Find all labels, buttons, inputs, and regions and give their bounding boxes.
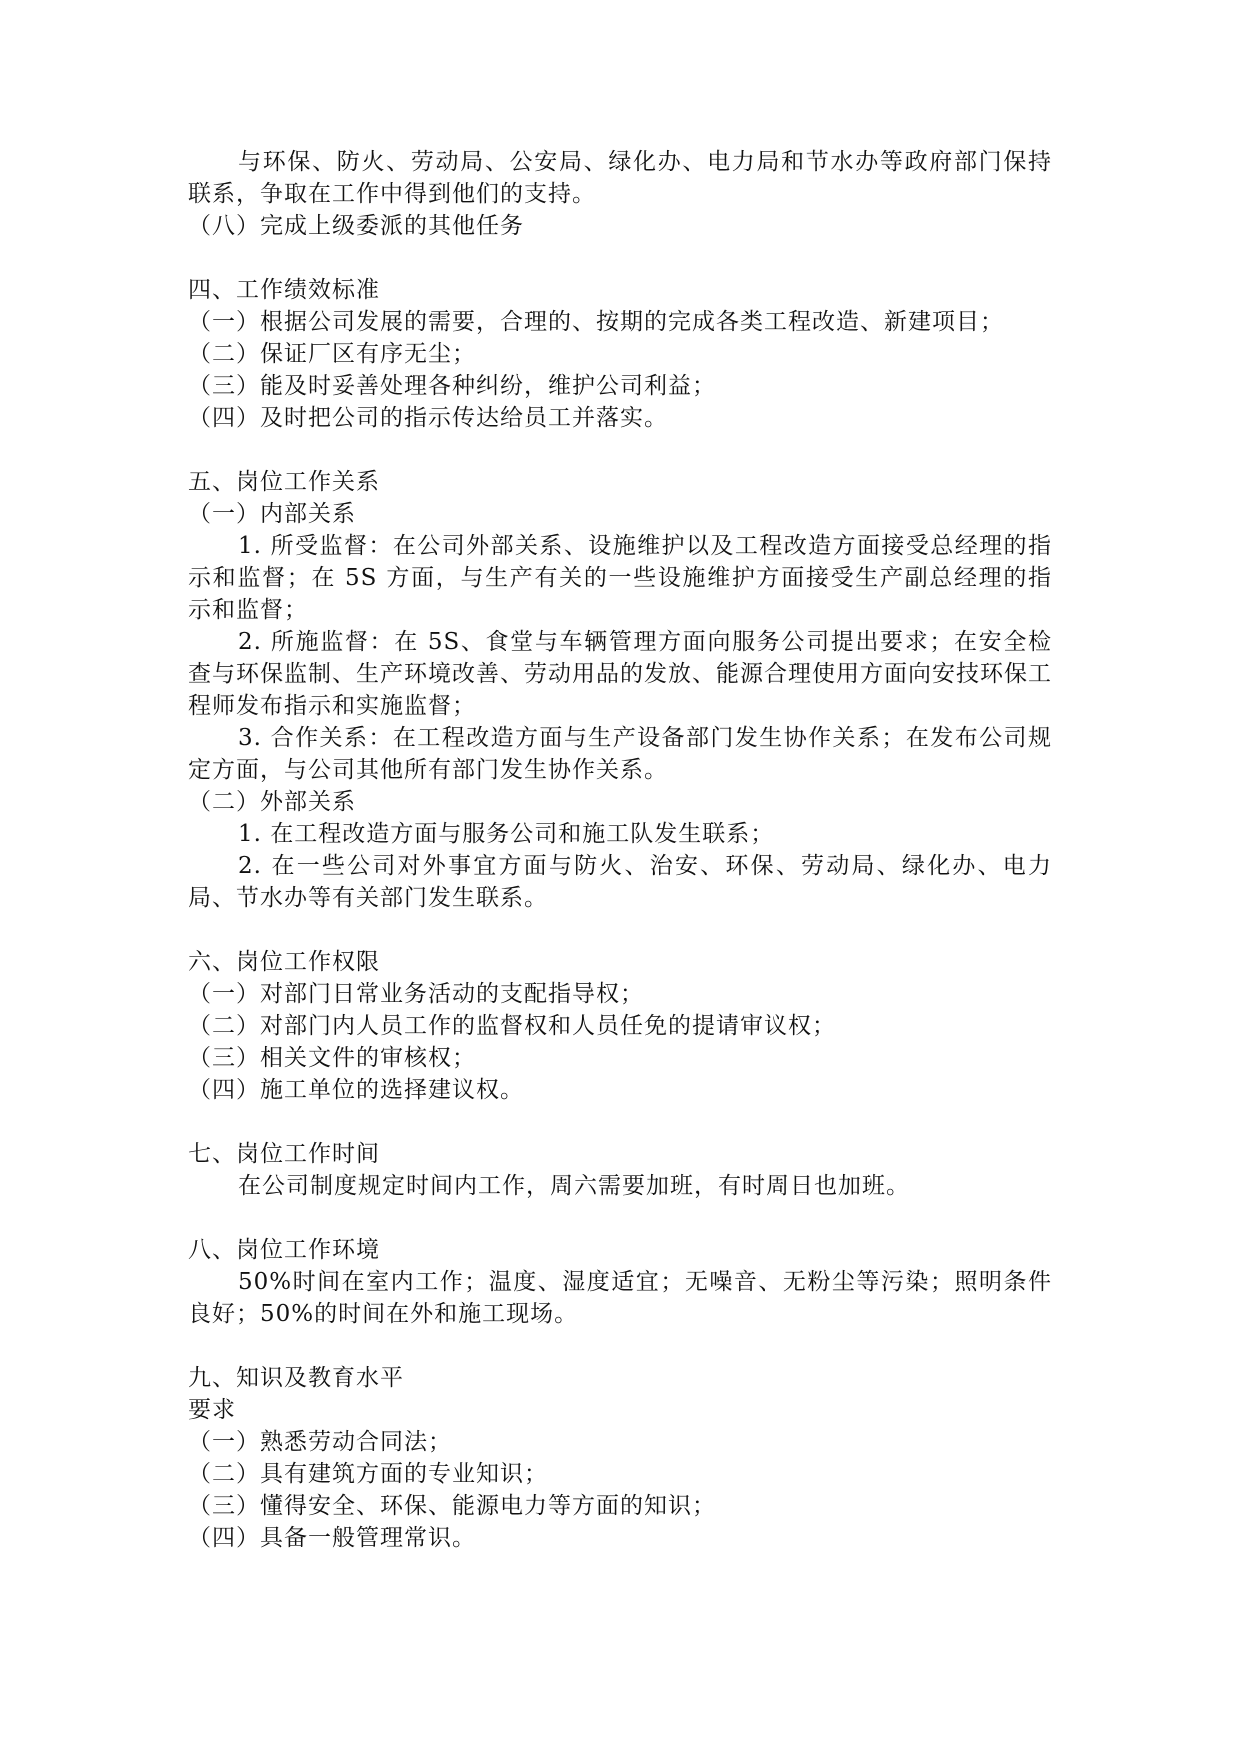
list-item: （二）对部门内人员工作的监督权和人员任免的提请审议权； — [188, 1013, 836, 1039]
item-other-tasks: （八）完成上级委派的其他任务 — [188, 213, 524, 239]
spacer — [188, 914, 1052, 946]
section-title-relations: 五、岗位工作关系 — [188, 469, 380, 495]
paragraph-external-1: 1. 在工程改造方面与服务公司和施工队发生联系； — [238, 821, 775, 847]
subsection-title-external: （二）外部关系 — [188, 789, 356, 815]
paragraph-government-liaison: 与环保、防火、劳动局、公安局、绿化办、电力局和节水办等政府部门保持联系，争取在工作中得到他们的支持。 — [188, 149, 1052, 207]
list-item: （四）及时把公司的指示传达给员工并落实。 — [188, 405, 668, 431]
list-item: （三）懂得安全、环保、能源电力等方面的知识； — [188, 1493, 716, 1519]
list-item: （一）熟悉劳动合同法； — [188, 1429, 452, 1455]
list-item: （二）具有建筑方面的专业知识； — [188, 1461, 548, 1487]
paragraph-supervised-by: 1. 所受监督：在公司外部关系、设施维护以及工程改造方面接受总经理的指示和监督；在 5S 方面，与生产有关的一些设施维护方面接受生产副总经理的指示和监督； — [188, 533, 1052, 623]
spacer — [188, 1106, 1052, 1138]
list-item: （三）能及时妥善处理各种纠纷，维护公司利益； — [188, 373, 716, 399]
section-title-knowledge: 九、知识及教育水平 — [188, 1365, 404, 1391]
section-title-environment: 八、岗位工作环境 — [188, 1237, 380, 1263]
spacer — [188, 242, 1052, 274]
subsection-title-internal: （一）内部关系 — [188, 501, 356, 527]
paragraph-environment: 50%时间在室内工作；温度、湿度适宜；无噪音、无粉尘等污染；照明条件良好；50%的时间在外和施工现场。 — [188, 1269, 1052, 1327]
paragraph-working-hours: 在公司制度规定时间内工作，周六需要加班，有时周日也加班。 — [238, 1173, 910, 1199]
list-item: （三）相关文件的审核权； — [188, 1045, 476, 1071]
list-item: （二）保证厂区有序无尘； — [188, 341, 476, 367]
list-item: （四）具备一般管理常识。 — [188, 1525, 476, 1551]
paragraph-supervises: 2. 所施监督：在 5S、食堂与车辆管理方面向服务公司提出要求；在安全检查与环保监制、生产环境改善、劳动用品的发放、能源合理使用方面向安技环保工程师发布指示和实施监督； — [188, 629, 1052, 719]
document-page — [188, 146, 1052, 1554]
section-subtitle-requirements: 要求 — [188, 1397, 236, 1423]
spacer — [188, 434, 1052, 466]
section-title-performance: 四、工作绩效标准 — [188, 277, 380, 303]
section-title-authority: 六、岗位工作权限 — [188, 949, 380, 975]
list-item: （四）施工单位的选择建议权。 — [188, 1077, 524, 1103]
paragraph-external-2: 2. 在一些公司对外事宜方面与防火、治安、环保、劳动局、绿化办、电力局、节水办等有关部门发生联系。 — [188, 853, 1052, 911]
paragraph-cooperation: 3. 合作关系：在工程改造方面与生产设备部门发生协作关系；在发布公司规定方面，与公司其他所有部门发生协作关系。 — [188, 725, 1052, 783]
list-item: （一）对部门日常业务活动的支配指导权； — [188, 981, 644, 1007]
spacer — [188, 1330, 1052, 1362]
spacer — [188, 1202, 1052, 1234]
section-title-working-hours: 七、岗位工作时间 — [188, 1141, 380, 1167]
list-item: （一）根据公司发展的需要，合理的、按期的完成各类工程改造、新建项目； — [188, 309, 1004, 335]
